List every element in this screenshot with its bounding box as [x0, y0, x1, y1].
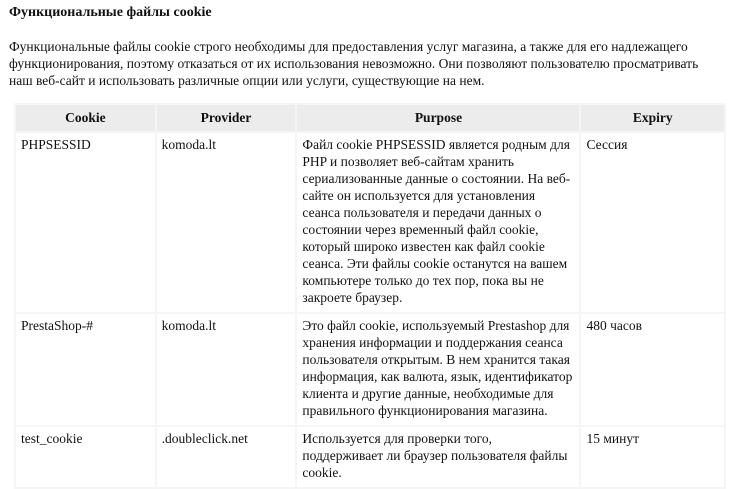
header-purpose: Purpose: [297, 105, 579, 131]
table-header-row: [16, 105, 724, 131]
cell-provider: komoda.lt: [157, 314, 296, 425]
cell-cookie-name: PrestaShop-#: [16, 314, 155, 425]
cell-purpose: Это файл cookie, используемый Prestashop для хранения информации и поддержания сеанса пользователя открытым. В нем хранится такая информация, как валюта, язык, идентификатор клиента и другие данные, необходимые для правильного функционирования магазина.: [297, 314, 579, 425]
cookies-table: [14, 103, 726, 489]
header-cookie: Cookie: [16, 105, 155, 131]
cell-purpose: Используется для проверки того, поддерживает ли браузер пользователя файлы cookie.: [297, 427, 579, 487]
intro-paragraph: Функциональные файлы cookie строго необходимы для предоставления услуг магазина, а также для его надлежащего функционирования, поэтому отказаться от их использования невозможно. Они позволяют пользователю просматривать наш веб-сайт и использовать различные опции или услуги, существующие на нем.: [9, 39, 699, 88]
cell-expiry: Сессия: [581, 133, 724, 312]
cell-provider: .doubleclick.net: [157, 427, 296, 487]
section-heading: Функциональные файлы cookie: [9, 5, 212, 20]
cell-provider: komoda.lt: [157, 133, 296, 312]
cell-expiry: 480 часов: [581, 314, 724, 425]
header-expiry: Expiry: [581, 105, 724, 131]
header-provider: Provider: [157, 105, 296, 131]
table-row: [16, 314, 724, 425]
cell-cookie-name: test_cookie: [16, 427, 155, 487]
cell-purpose: Файл cookie PHPSESSID является родным для PHP и позволяет веб-сайтам хранить сериализованные данные о состоянии. На веб-сайте он используется для установления сеанса пользователя и передачи данных о состоянии через временный файл cookie, который широко известен как файл cookie сеанса. Эти файлы cookie останутся на вашем компьютере только до тех пор, пока вы не закроете браузер.: [297, 133, 579, 312]
cell-cookie-name: PHPSESSID: [16, 133, 155, 312]
cell-expiry: 15 минут: [581, 427, 724, 487]
table-row: [16, 133, 724, 312]
table-row: [16, 427, 724, 487]
